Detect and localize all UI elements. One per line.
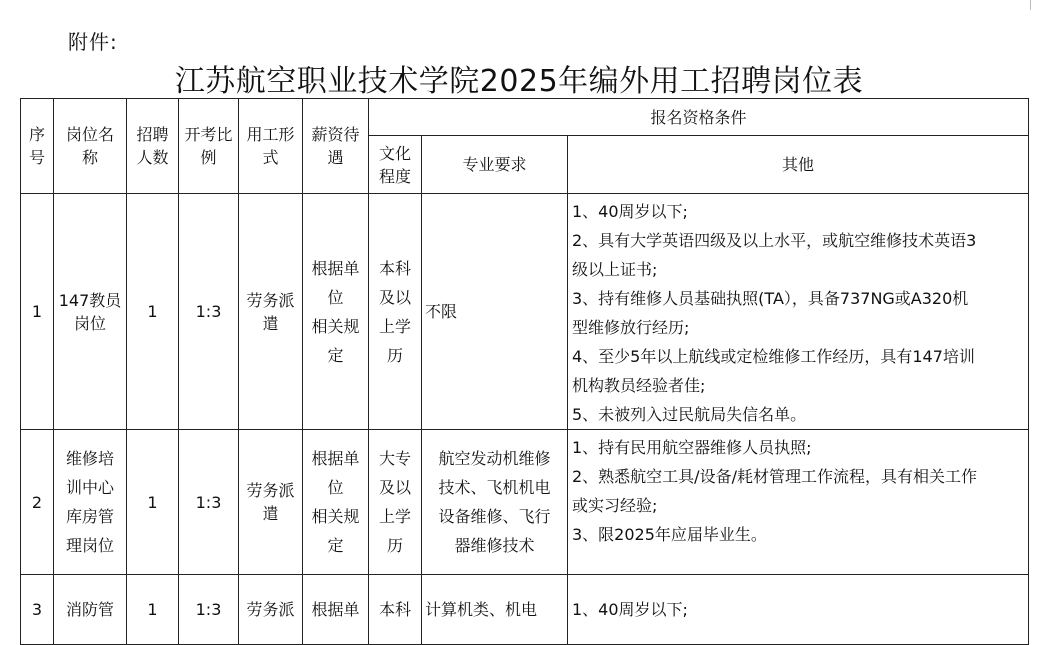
cell-education: 本科 及以 上学 历 bbox=[369, 194, 422, 430]
cell-ratio: 1:3 bbox=[179, 430, 239, 575]
attachment-label: 附件: bbox=[68, 30, 118, 54]
cell-salary: 根据单 位 相关规 定 bbox=[303, 430, 369, 575]
cell-other: 1、40周岁以下; 2、具有大学英语四级及以上水平，或航空维修技术英语3 级以上证书; 3、持有维修人员基础执照(TA），具备737NG或A320机 型维修放行经历; 4、至少5年以上航线或定检维修工作经历，具有147培训 机构教员经验者佳; 5、未被列入过民航局失信名单。 bbox=[568, 194, 1029, 430]
cell-other: 1、40周岁以下; bbox=[568, 575, 1029, 645]
cell-count: 1 bbox=[127, 430, 179, 575]
header-major: 专业要求 bbox=[422, 136, 568, 194]
corner-mark bbox=[1030, 0, 1031, 10]
recruitment-table bbox=[20, 98, 1029, 645]
header-requirements: 报名资格条件 bbox=[369, 99, 1029, 136]
cell-salary: 根据单 位 相关规 定 bbox=[303, 194, 369, 430]
cell-position: 147教员 岗位 bbox=[54, 194, 127, 430]
header-salary: 薪资待 遇 bbox=[303, 99, 369, 194]
header-other: 其他 bbox=[568, 136, 1029, 194]
header-employment: 用工形 式 bbox=[239, 99, 303, 194]
header-row bbox=[21, 99, 1029, 136]
cell-employment: 劳务派 遣 bbox=[239, 430, 303, 575]
cell-count: 1 bbox=[127, 575, 179, 645]
table-row bbox=[21, 575, 1029, 645]
cell-education: 大专 及以 上学 历 bbox=[369, 430, 422, 575]
cell-employment: 劳务派 遣 bbox=[239, 194, 303, 430]
cell-major: 不限 bbox=[422, 194, 568, 430]
cell-salary: 根据单 bbox=[303, 575, 369, 645]
cell-employment: 劳务派 bbox=[239, 575, 303, 645]
cell-ratio: 1:3 bbox=[179, 194, 239, 430]
cell-seq: 1 bbox=[21, 194, 54, 430]
cell-major: 航空发动机维修 技术、飞机机电 设备维修、飞行 器维修技术 bbox=[422, 430, 568, 575]
table-row bbox=[21, 430, 1029, 575]
header-position: 岗位名 称 bbox=[54, 99, 127, 194]
header-count: 招聘 人数 bbox=[127, 99, 179, 194]
header-ratio: 开考比 例 bbox=[179, 99, 239, 194]
cell-major: 计算机类、机电 bbox=[422, 575, 568, 645]
cell-count: 1 bbox=[127, 194, 179, 430]
cell-ratio: 1:3 bbox=[179, 575, 239, 645]
header-seq: 序 号 bbox=[21, 99, 54, 194]
page-title: 江苏航空职业技术学院2025年编外用工招聘岗位表 bbox=[174, 64, 864, 99]
header-education: 文化 程度 bbox=[369, 136, 422, 194]
cell-education: 本科 bbox=[369, 575, 422, 645]
cell-seq: 2 bbox=[21, 430, 54, 575]
table-row bbox=[21, 194, 1029, 430]
cell-position: 维修培 训中心 库房管 理岗位 bbox=[54, 430, 127, 575]
cell-other: 1、持有民用航空器维修人员执照; 2、熟悉航空工具/设备/耗材管理工作流程，具有相关工作 或实习经验; 3、限2025年应届毕业生。 bbox=[568, 430, 1029, 575]
cell-seq: 3 bbox=[21, 575, 54, 645]
cell-position: 消防管 bbox=[54, 575, 127, 645]
